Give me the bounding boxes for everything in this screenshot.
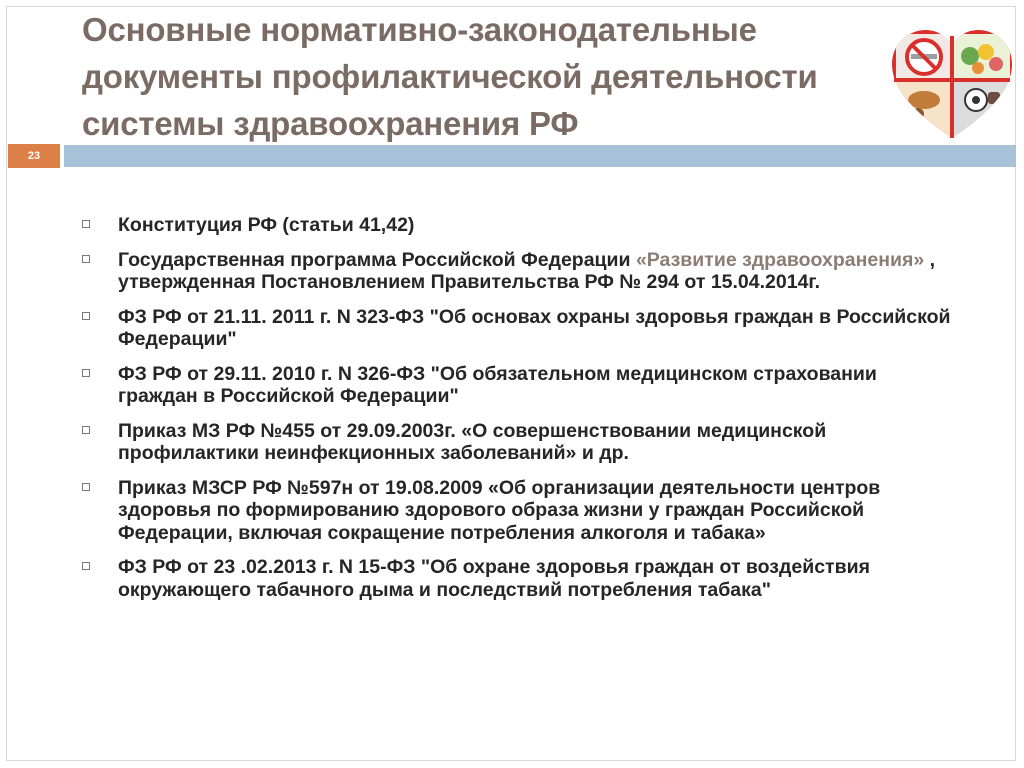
- list-item: [78, 249, 958, 294]
- program-name-highlight: «Развитие здравоохранения»: [635, 248, 925, 271]
- header-divider-bar: [64, 145, 1016, 167]
- list-item: [78, 420, 958, 465]
- list-item: [78, 363, 958, 408]
- list-item-text: ФЗ РФ от 21.11. 2011 г. N 323-ФЗ "Об основах охраны здоровья граждан в Российской Федерации": [118, 305, 951, 350]
- square-bullet-icon: [82, 483, 90, 491]
- square-bullet-icon: [82, 562, 90, 570]
- slide-title-line: документы профилактической деятельности: [82, 58, 818, 95]
- heart-healthy-lifestyle-icon: [888, 26, 1016, 144]
- list-item-text: ФЗ РФ от 29.11. 2010 г. N 326-ФЗ "Об обязательном медицинском страховании граждан в Российской Федерации": [118, 362, 877, 407]
- document-list: [78, 214, 958, 613]
- slide-number: 23: [8, 144, 60, 168]
- list-item: [78, 477, 958, 545]
- square-bullet-icon: [82, 312, 90, 320]
- list-item-text: Государственная программа Российской Федерации: [118, 248, 636, 271]
- list-item-text: ФЗ РФ от 23 .02.2013 г. N 15-ФЗ "Об охране здоровья граждан от воздействия окружающего табачного дыма и последствий потребления табака": [118, 556, 870, 601]
- list-item-text: Конституция РФ (статьи 41,42): [118, 214, 415, 236]
- list-item-text: Приказ МЗ РФ №455 от 29.09.2003г. «О совершенствовании медицинской профилактики неинфекционных заболеваний» и др.: [118, 419, 827, 464]
- square-bullet-icon: [82, 255, 90, 263]
- square-bullet-icon: [82, 426, 90, 434]
- list-item: [78, 556, 958, 601]
- slide-title-line: Основные нормативно-законодательные: [82, 11, 757, 48]
- list-item: [78, 306, 958, 351]
- list-item-text: Приказ МЗСР РФ №597н от 19.08.2009 «Об организации деятельности центров здоровья по формированию здорового образа жизни у граждан Российской Федерации, включая сокращение потребления алкоголя и табака»: [118, 476, 881, 544]
- square-bullet-icon: [82, 220, 90, 228]
- heart-logo-graphic: [888, 26, 1016, 144]
- list-item: [78, 214, 958, 237]
- slide-title-line: системы здравоохранения РФ: [82, 105, 579, 142]
- square-bullet-icon: [82, 369, 90, 377]
- list-item-text: , утвержденная Постановлением Правительства РФ № 294 от 15.04.2014г.: [118, 248, 936, 293]
- slide-title: [82, 6, 882, 147]
